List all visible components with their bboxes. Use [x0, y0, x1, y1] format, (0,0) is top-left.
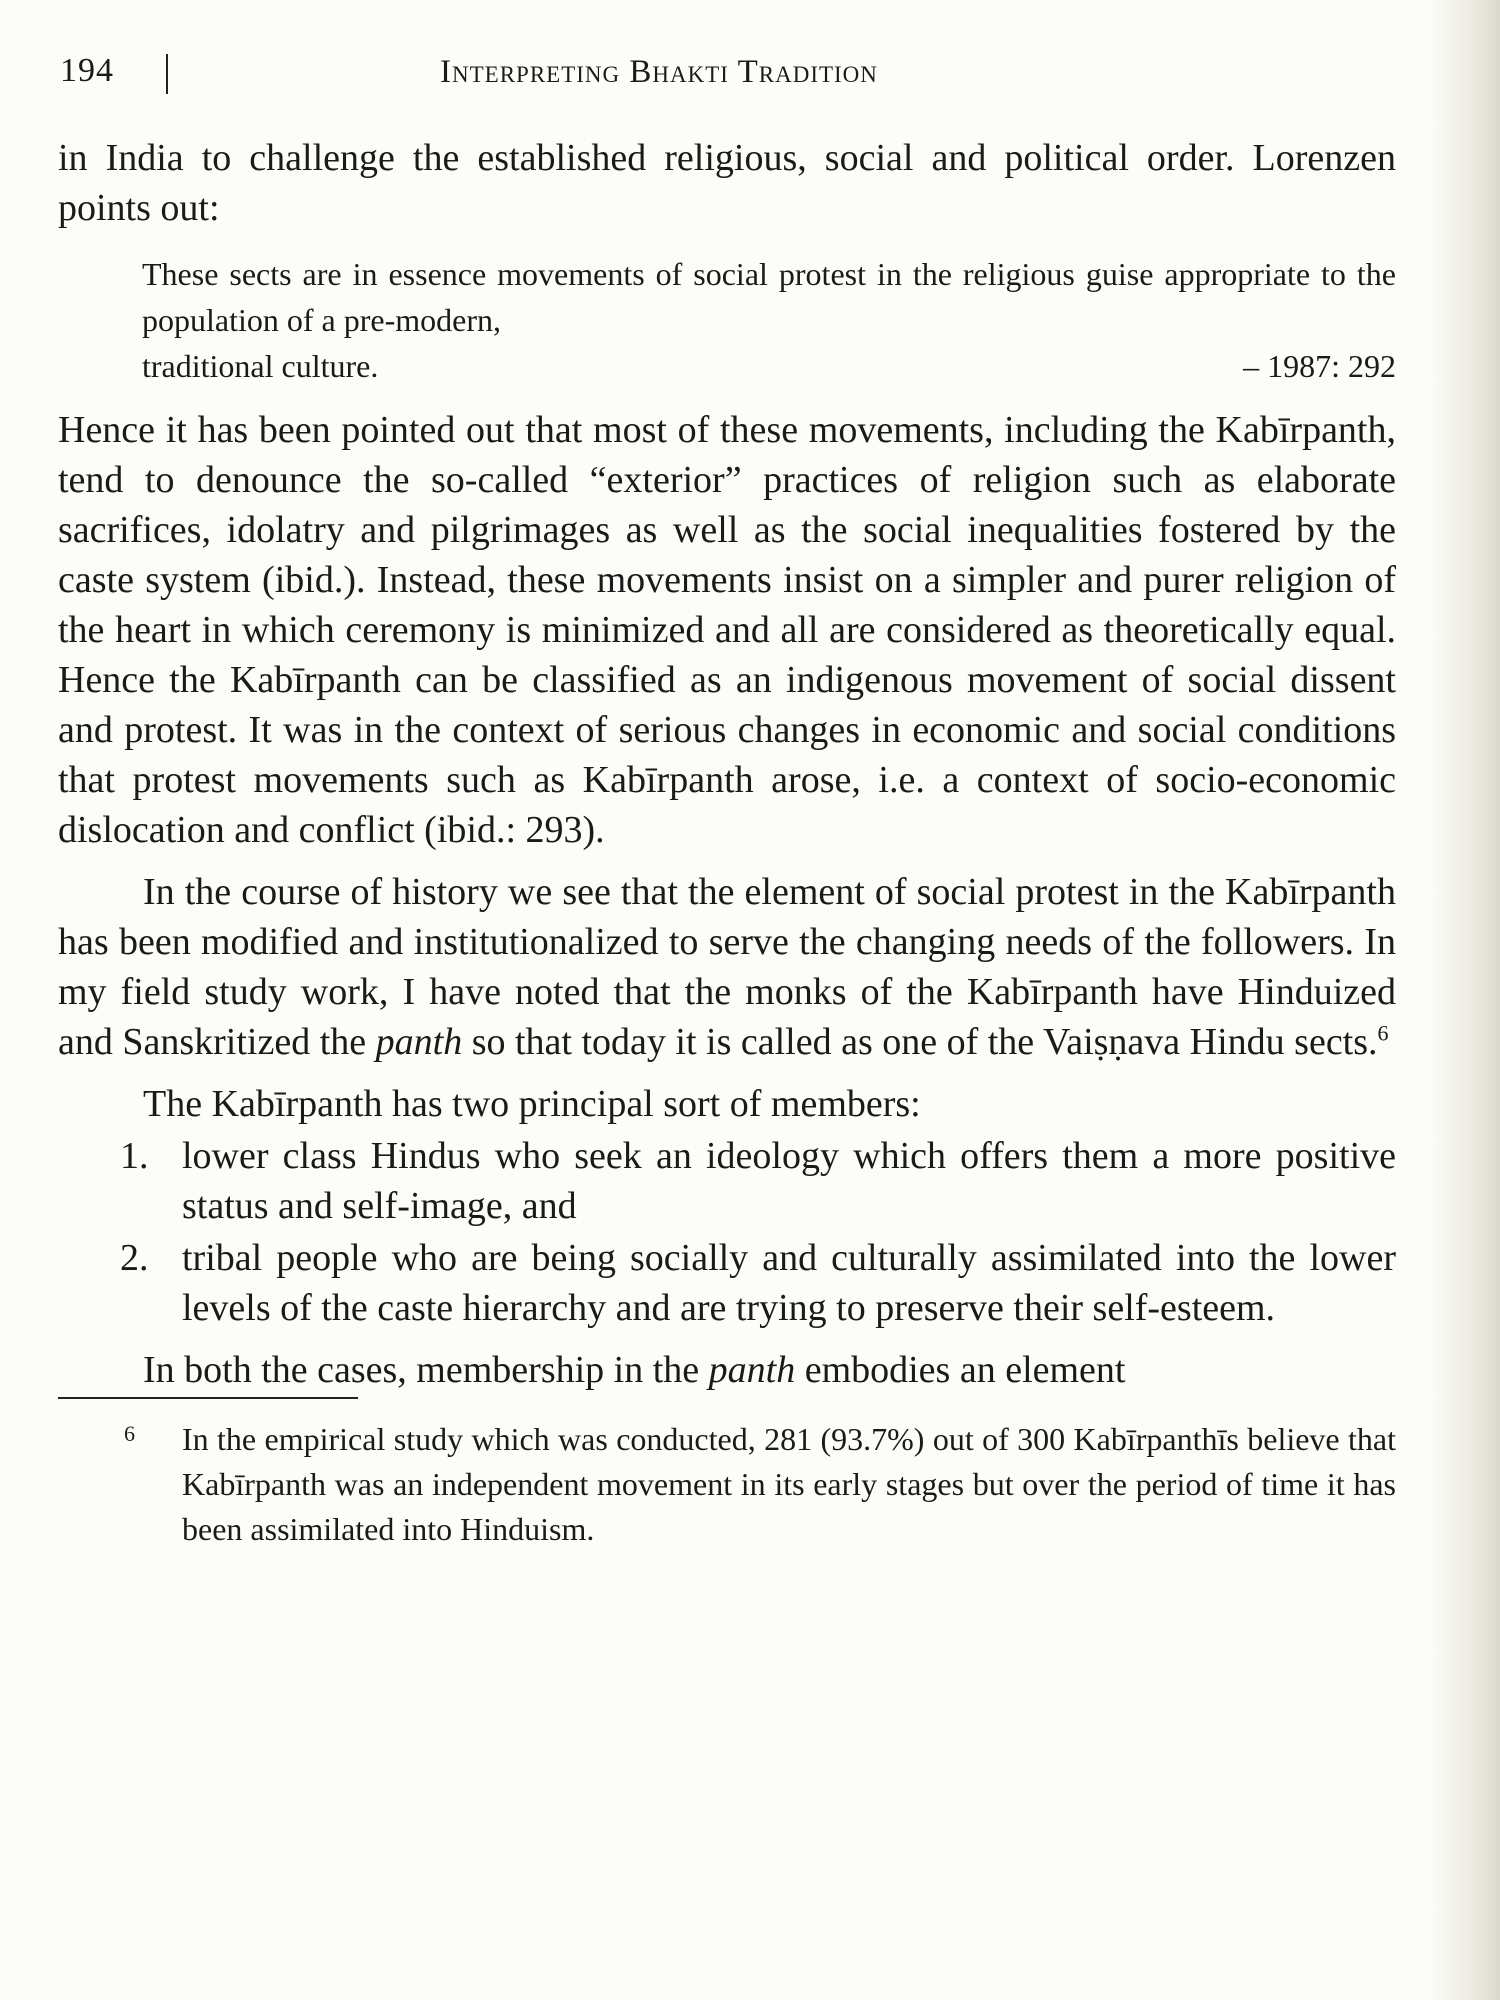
paragraph-history [58, 867, 1396, 1067]
header-divider [166, 54, 168, 94]
paragraph-history-text-end: so that today it is called as one of the Vaiṣṇava Hindu sects. [462, 1021, 1378, 1063]
paragraph-history-text: In the course of history we see that the element of social protest in the Kabīrpanth has been modified and institutionalized to serve the changing needs of the followers. In my field study work, I have noted that the monks of the Kabīrpanth have Hinduized and Sanskritized the [58, 871, 1396, 1063]
page-edge-shadow [1430, 0, 1500, 2000]
footnote-mark: 6 [124, 1421, 135, 1446]
running-head: Interpreting Bhakti Tradition [440, 54, 878, 90]
footnote-reference: 6 [1377, 1020, 1389, 1046]
list-item-text: tribal people who are being socially and culturally assimilated into the lower levels of the caste hierarchy and are trying to preserve their self-esteem. [182, 1237, 1396, 1329]
paragraph-membership-text-end: embodies an element [795, 1349, 1126, 1391]
page-header [60, 52, 1400, 102]
quote-text: These sects are in essence movements of social protest in the religious guise appropriate to the population of a pre-modern, [142, 256, 1396, 338]
list-item [58, 1233, 1396, 1333]
members-list [58, 1131, 1396, 1333]
italic-panth-2: panth [708, 1349, 796, 1391]
page-body [58, 133, 1396, 1552]
list-item-number: 2. [120, 1237, 149, 1279]
quote-text-end: traditional culture. [142, 348, 379, 384]
page-number: 194 [60, 52, 114, 89]
paragraph-members: The Kabīrpanth has two principal sort of members: [143, 1083, 921, 1125]
list-item-number: 1. [120, 1135, 149, 1177]
quote-last-line [142, 343, 1396, 389]
italic-panth: panth [375, 1021, 463, 1063]
paragraph-membership [58, 1345, 1396, 1395]
paragraph-intro: in India to challenge the established religious, social and political order. Lorenzen points out: [58, 137, 1396, 229]
list-item [58, 1131, 1396, 1231]
paragraph-membership-text: In both the cases, membership in the [143, 1349, 709, 1391]
block-quote [142, 251, 1396, 389]
list-item-text: lower class Hindus who seek an ideology which offers them a more positive status and self-image, and [182, 1135, 1396, 1227]
quote-citation: – 1987: 292 [1243, 348, 1396, 384]
footnote-divider [58, 1397, 358, 1399]
footnote-text: In the empirical study which was conducted, 281 (93.7%) out of 300 Kabīrpanthīs believe that Kabīrpanth was an independent movement in its early stages but over the period of time it has been assimilated into Hinduism. [182, 1421, 1396, 1547]
paragraph-protest: Hence it has been pointed out that most of these movements, including the Kabīrpanth, tend to denounce the so-called “exterior” practices of religion such as elaborate sacrifices, idolatry and pilgrimages as well as the social inequalities fostered by the caste system (ibid.). Instead, these movements insist on a simpler and purer religion of the heart in which ceremony is minimized and all are considered as theoretically equal. Hence the Kabīrpanth can be classified as an indigenous movement of social dissent and protest. It was in the context of serious changes in economic and social conditions that protest movements such as Kabīrpanth arose, i.e. a context of socio-economic dislocation and conflict (ibid.: 293). [58, 409, 1396, 851]
footnote [58, 1417, 1396, 1552]
